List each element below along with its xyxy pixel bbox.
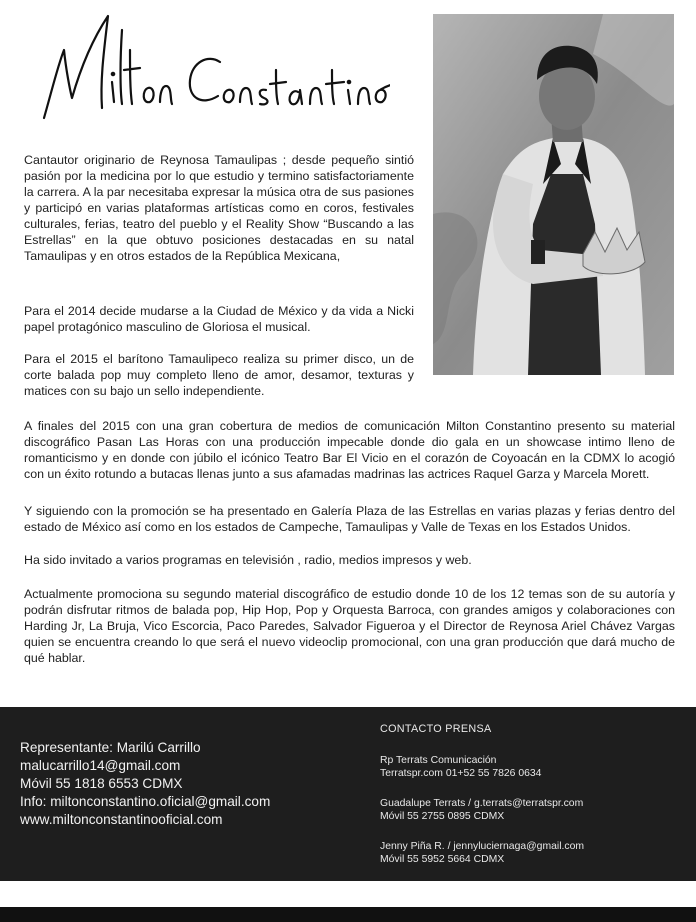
- press-contact-guadalupe[interactable]: Guadalupe Terrats / g.terrats@terratspr.com: [380, 798, 584, 809]
- signature-title: [30, 10, 390, 130]
- press-contact-jenny[interactable]: Jenny Piña R. / jennyluciernaga@gmail.com: [380, 841, 585, 852]
- representative-email[interactable]: malucarrillo14@gmail.com: [20, 758, 181, 773]
- representative-block: [20, 739, 270, 829]
- representative-phone: Móvil 55 1818 6553 CDMX: [20, 776, 183, 791]
- bottom-band: [0, 907, 696, 922]
- bio-paragraph: Cantautor originario de Reynosa Tamaulipas ; desde pequeño sintió pasión por la medicina por lo que estudio y termino satisfactoriamente la carrera. A la par necesitaba expresar la música otra de sus pasiones y participó en varias plataformas artísticas como en coros, festivales culturales, ferias, teatro del pueblo y el Reality Show “Buscando a las Estrellas” en la que obtuvo posiciones destacadas en su natal Tamaulipas y en otros estados de la República Mexicana,: [24, 153, 414, 263]
- press-contact-guadalupe-phone: Móvil 55 2755 0895 CDMX: [380, 811, 505, 822]
- press-contact-jenny-phone: Móvil 55 5952 5664 CDMX: [380, 854, 505, 865]
- bio-paragraph: Ha sido invitado a varios programas en televisión , radio, medios impresos y web.: [24, 553, 472, 567]
- bio-paragraph: Y siguiendo con la promoción se ha presentado en Galería Plaza de las Estrellas en varias plazas y ferias dentro del estado de México así como en los estados de Campeche, Tamaulipas y Valle de Texas en los Estados Unidos.: [24, 504, 675, 534]
- bio-paragraph: Para el 2014 decide mudarse a la Ciudad de México y da vida a Nicki papel protagónico masculino de Gloriosa el musical.: [24, 304, 414, 334]
- bio-paragraph: Actualmente promociona su segundo material discográfico de estudio donde 10 de los 12 temas son de su autoría y podrán disfrutar ritmos de balada pop, Hip Hop, Pop y Orquesta Barroca, con grandes amigos y colaboraciones con Harding Jr, La Bruja, Vico Escorcia, Paco Paredes, Salvador Figueroa y el Director de Reynosa Ariel Chávez Vargas quien se encuentra creando lo que será el nuevo videoclip promocional, con una gran producción que dará mucho de qué hablar.: [24, 587, 675, 665]
- portrait-illustration: [433, 14, 674, 375]
- bio-paragraph: A finales del 2015 con una gran cobertura de medios de comunicación Milton Constantino presento su material discográfico Pasan Las Horas con una producción impecable donde dio gala en un showcase intimo lleno de romanticismo y en donde con júbilo el icónico Teatro Bar El Vicio en el corazón de Coyoacán en la CDMX lo acogió con un éxito rotundo a butacas llenas junto a sus afamadas madrinas las actrices Raquel Garza y Marcela Morett.: [24, 419, 675, 481]
- representative-name: Representante: Marilú Carrillo: [20, 740, 201, 755]
- info-email[interactable]: Info: miltonconstantino.oficial@gmail.com: [20, 794, 271, 809]
- press-contact-block: [380, 723, 584, 866]
- press-agency-phone[interactable]: Terratspr.com 01+52 55 7826 0634: [380, 768, 542, 779]
- signature-graphic: [30, 10, 390, 130]
- artist-photo: [433, 14, 674, 375]
- press-heading: CONTACTO PRENSA: [380, 723, 492, 735]
- website-link[interactable]: www.miltonconstantinooficial.com: [20, 812, 223, 827]
- contact-footer: [0, 707, 696, 881]
- press-agency: Rp Terrats Comunicación: [380, 755, 497, 766]
- bio-paragraph: Para el 2015 el barítono Tamaulipeco realiza su primer disco, un de corte balada pop muy completo lleno de amor, desamor, texturas y matices con su bajo un sello independiente.: [24, 352, 414, 398]
